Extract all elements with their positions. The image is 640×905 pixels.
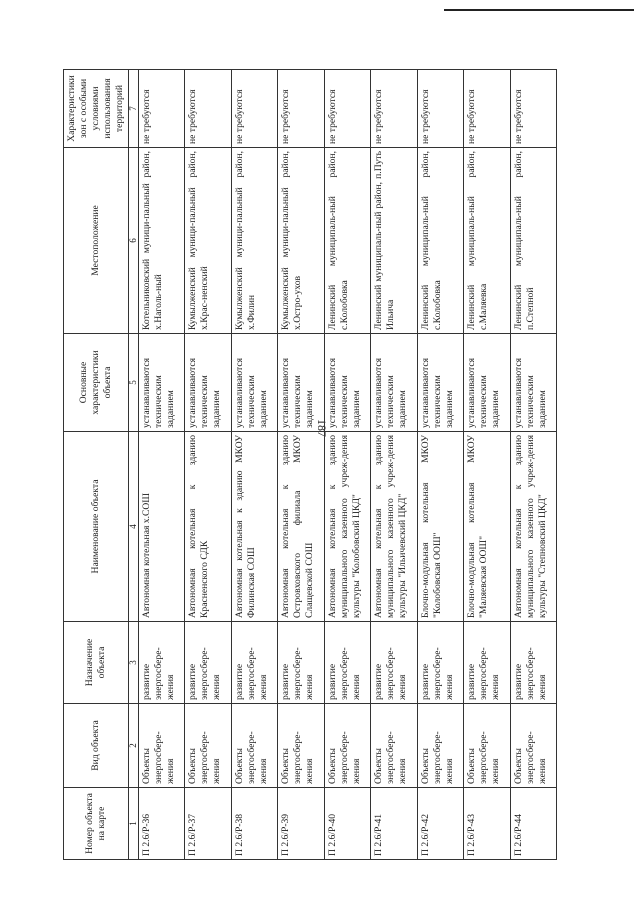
- object-zones: не требуются: [417, 70, 464, 148]
- column-number: 6: [128, 148, 138, 334]
- object-kind: Объекты энергосбере-жения: [278, 704, 325, 788]
- object-characteristics: устанавливаются техническим заданием: [510, 334, 557, 432]
- objects-table: [63, 69, 557, 860]
- header-object-kind: Вид объекта: [64, 704, 129, 788]
- object-zones: не требуются: [464, 70, 511, 148]
- object-kind: Объекты энергосбере-жения: [510, 704, 557, 788]
- object-name: Автономная котельная к зданию Островховского филиала МКОУ Слащевской СОШ: [278, 432, 325, 622]
- column-number: 2: [128, 704, 138, 788]
- table-row: [278, 70, 325, 860]
- object-location: Кумылженский муници-пальный район, х.Крас-ненский: [185, 148, 232, 334]
- object-purpose: развитие энергосбере-жения: [231, 622, 278, 704]
- table-row: [510, 70, 557, 860]
- object-number: П 2.6/Р-38: [231, 788, 278, 860]
- object-number: П 2.6/Р-40: [324, 788, 371, 860]
- header-row: [64, 70, 129, 860]
- object-zones: не требуются: [371, 70, 418, 148]
- object-name: Автономная котельная к зданию муниципального казенного учреж-дения культуры "Колобовский ЦКД": [324, 432, 371, 622]
- object-name: Автономная котельная к зданию МКОУ Филинская СОШ: [231, 432, 278, 622]
- object-characteristics: устанавливаются техническим заданием: [138, 334, 185, 432]
- object-characteristics: устанавливаются техническим заданием: [185, 334, 232, 432]
- object-characteristics: устанавливаются техническим заданием: [417, 334, 464, 432]
- object-zones: не требуются: [231, 70, 278, 148]
- table-row: [371, 70, 418, 860]
- object-kind: Объекты энергосбере-жения: [138, 704, 185, 788]
- object-number: П 2.6/Р-36: [138, 788, 185, 860]
- header-location: Местоположение: [64, 148, 129, 334]
- object-kind: Объекты энергосбере-жения: [231, 704, 278, 788]
- object-purpose: развитие энергосбере-жения: [278, 622, 325, 704]
- table-row: [185, 70, 232, 860]
- table-row: [464, 70, 511, 860]
- column-number: 7: [128, 70, 138, 148]
- column-number: 5: [128, 334, 138, 432]
- object-name: Автономная котельная к зданию муниципального казенного учреж-дения культуры "Ильичевский ЦКД": [371, 432, 418, 622]
- object-number: П 2.6/Р-39: [278, 788, 325, 860]
- object-purpose: развитие энергосбере-жения: [324, 622, 371, 704]
- object-purpose: развитие энергосбере-жения: [185, 622, 232, 704]
- object-number: П 2.6/Р-37: [185, 788, 232, 860]
- column-number: 3: [128, 622, 138, 704]
- object-zones: не требуются: [324, 70, 371, 148]
- rotated-page-content: [63, 30, 633, 860]
- object-characteristics: устанавливаются техническим заданием: [231, 334, 278, 432]
- object-location: Ленинский муниципаль-ный район, п.Степной: [510, 148, 557, 334]
- table-row: [231, 70, 278, 860]
- object-characteristics: устанавливаются техническим заданием: [278, 334, 325, 432]
- object-location: Кумылженский муници-пальный район, х.Филин: [231, 148, 278, 334]
- header-object-number: Номер объекта на карте: [64, 788, 129, 860]
- object-purpose: развитие энергосбере-жения: [510, 622, 557, 704]
- object-number: П 2.6/Р-41: [371, 788, 418, 860]
- object-location: Котельниковский муници-пальный район, х.Наголь-ный: [138, 148, 185, 334]
- object-name: Блочно-модульная котельная МКОУ "Маляевская ООШ": [464, 432, 511, 622]
- object-zones: не требуются: [138, 70, 185, 148]
- object-characteristics: устанавливаются техническим заданием: [371, 334, 418, 432]
- object-kind: Объекты энергосбере-жения: [371, 704, 418, 788]
- table-row: [138, 70, 185, 860]
- header-zones: Характеристики зон с особыми условиями использования территорий: [64, 70, 129, 148]
- object-name: Автономная котельная х.СОШ: [138, 432, 185, 622]
- object-number: П 2.6/Р-42: [417, 788, 464, 860]
- object-characteristics: устанавливаются техническим заданием: [324, 334, 371, 432]
- object-kind: Объекты энергосбере-жения: [185, 704, 232, 788]
- header-characteristics: Основные характеристики объекта: [64, 334, 129, 432]
- object-number: П 2.6/Р-43: [464, 788, 511, 860]
- object-zones: не требуются: [510, 70, 557, 148]
- table-row: [324, 70, 371, 860]
- object-kind: Объекты энергосбере-жения: [417, 704, 464, 788]
- object-purpose: развитие энергосбере-жения: [417, 622, 464, 704]
- top-rule: [444, 9, 634, 11]
- page-number: 187: [315, 419, 329, 437]
- object-purpose: развитие энергосбере-жения: [464, 622, 511, 704]
- object-location: Кумылженский муници-пальный район, х.Остро-ухов: [278, 148, 325, 334]
- object-location: Ленинский муниципаль-ный район, с.Колобовка: [417, 148, 464, 334]
- column-number: 1: [128, 788, 138, 860]
- object-location: Ленинский муниципаль-ный район, п.Путь Ильича: [371, 148, 418, 334]
- object-characteristics: устанавливаются техническим заданием: [464, 334, 511, 432]
- header-object-name: Наименование объекта: [64, 432, 129, 622]
- table-row: [417, 70, 464, 860]
- object-zones: не требуются: [185, 70, 232, 148]
- object-kind: Объекты энергосбере-жения: [464, 704, 511, 788]
- header-object-purpose: Назначение объекта: [64, 622, 129, 704]
- object-name: Автономная котельная к зданию Красненского СДК: [185, 432, 232, 622]
- object-name: Автономная котельная к зданию муниципального казенного учреж-дения культуры "Степновский ЦКД": [510, 432, 557, 622]
- column-number-row: [128, 70, 138, 860]
- object-location: Ленинский муниципаль-ный район, с.Маляевка: [464, 148, 511, 334]
- object-number: П 2.6/Р-44: [510, 788, 557, 860]
- object-zones: не требуются: [278, 70, 325, 148]
- object-location: Ленинский муниципаль-ный район, с.Колобовка: [324, 148, 371, 334]
- object-name: Блочно-модульная котельная МКОУ "Колобовская ООШ": [417, 432, 464, 622]
- object-kind: Объекты энергосбере-жения: [324, 704, 371, 788]
- column-number: 4: [128, 432, 138, 622]
- object-purpose: развитие энергосбере-жения: [371, 622, 418, 704]
- object-purpose: развитие энергосбере-жения: [138, 622, 185, 704]
